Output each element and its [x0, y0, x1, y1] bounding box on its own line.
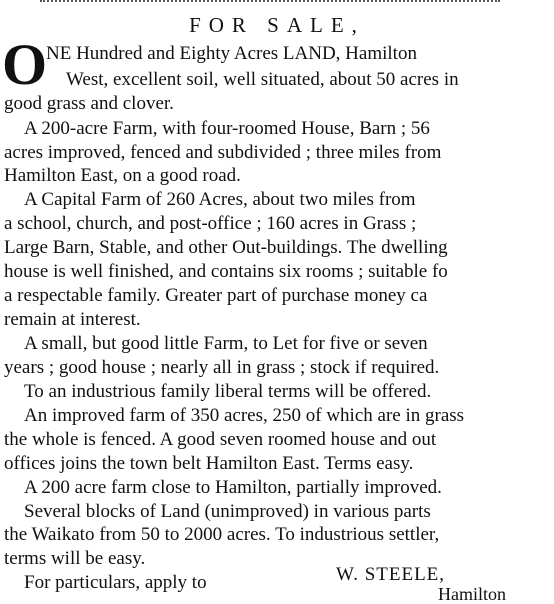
advert-line: the Waikato from 50 to 2000 acres. To industrious settler, — [4, 524, 440, 545]
advert-heading: FOR SALE, — [189, 13, 365, 37]
advert-line: To an industrious family liberal terms will be offered. — [24, 381, 432, 402]
advert-line: the whole is fenced. A good seven roomed house and out — [4, 429, 437, 450]
drop-cap: O — [2, 32, 48, 97]
advert-line: Several blocks of Land (unimproved) in various parts — [24, 501, 431, 522]
advert-line: good grass and clover. — [4, 93, 174, 114]
advert-line: A 200-acre Farm, with four-roomed House, Barn ; 56 — [24, 118, 430, 139]
advert-line: remain at interest. — [4, 309, 141, 330]
advert-line: Hamilton East, on a good road. — [4, 165, 241, 186]
advert-line: A small, but good little Farm, to Let for five or seven — [24, 333, 428, 354]
advert-line: West, excellent soil, well situated, about 50 acres in — [66, 69, 459, 90]
advert-line: For particulars, apply to — [24, 572, 207, 593]
advert-line: a school, church, and post-office ; 160 acres in Grass ; — [4, 213, 417, 234]
advert-line: NE Hundred and Eighty Acres LAND, Hamilton — [46, 43, 417, 64]
advert-line: terms will be easy. — [4, 548, 146, 569]
advert-line: A Capital Farm of 260 Acres, about two miles from — [24, 189, 416, 210]
advert-line: house is well finished, and contains six rooms ; suitable fo — [4, 261, 448, 282]
advert-line: years ; good house ; nearly all in grass ; stock if required. — [4, 357, 440, 378]
advert-line: A 200 acre farm close to Hamilton, partially improved. — [24, 477, 442, 498]
signature-name: W. STEELE, — [336, 564, 446, 585]
signature-place: Hamilton — [438, 584, 506, 604]
advert-line: a respectable family. Greater part of purchase money ca — [4, 285, 428, 306]
top-rule — [40, 0, 500, 5]
advert-line: acres improved, fenced and subdivided ; three miles from — [4, 142, 442, 163]
advert-line: Large Barn, Stable, and other Out-buildings. The dwelling — [4, 237, 448, 258]
advert-line: offices joins the town belt Hamilton East. Terms easy. — [4, 453, 414, 474]
advert-line: An improved farm of 350 acres, 250 of which are in grass — [24, 405, 465, 426]
